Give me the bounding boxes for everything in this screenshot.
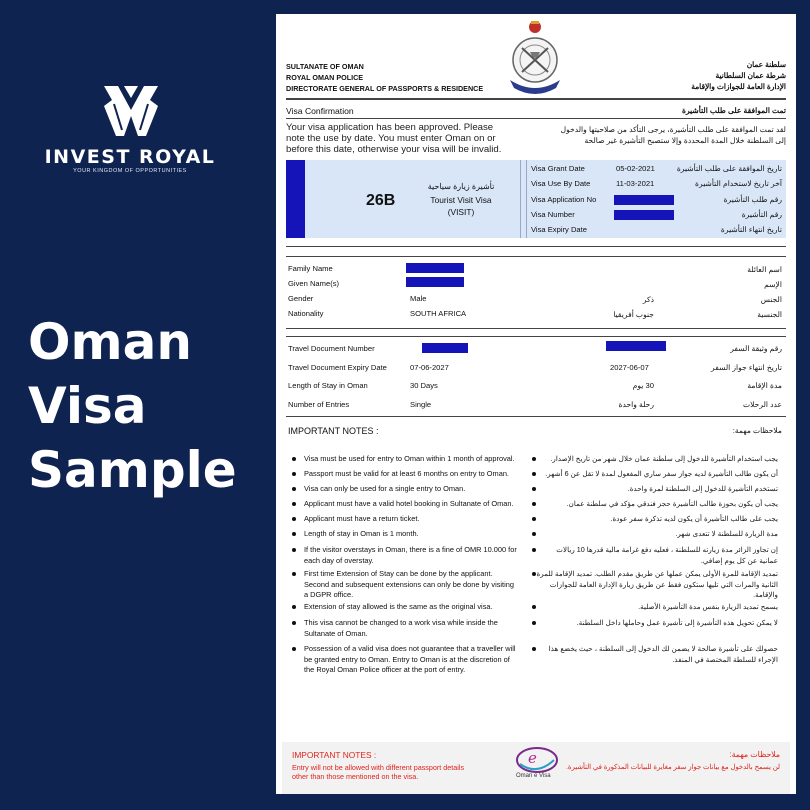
brand-tagline: YOUR KINGDOM OF OPPORTUNITIES: [73, 168, 187, 174]
confirmation-title-ar: تمت الموافقة على طلب التأشيرة: [681, 106, 786, 115]
evisa-label: Oman e Visa: [516, 773, 551, 779]
grant-label: Visa Grant Date: [531, 164, 585, 173]
note-item-ar: مدة الزيارة للسلطنة لا تتعدى شهر.: [675, 529, 778, 538]
field-label-ar: الإسم: [764, 280, 782, 289]
field-label-ar: اسم العائلة: [747, 265, 782, 274]
redaction-bar: [406, 263, 464, 273]
field-label: Travel Document Expiry Date: [288, 363, 387, 372]
header-line-ar: شرطة عمان السلطانية: [715, 71, 786, 80]
note-bullet: [292, 532, 296, 536]
header-line-en: ROYAL OMAN POLICE: [286, 73, 364, 82]
note-item: be granted entry to Oman. Entry to Oman is at the discretion of: [304, 654, 510, 664]
grant-label-ar: آخر تاريخ لاستخدام التأشيرة: [695, 179, 782, 188]
note-bullet: [292, 621, 296, 625]
redaction-bar: [606, 341, 666, 351]
note-item-ar: حصولك على تأشيرة صالحة لا يضمن لك الدخول إلى السلطنة ، حيث يخضع هذا: [548, 644, 778, 653]
note-item: Sultanate of Oman.: [304, 628, 368, 638]
note-item: each day of overstay.: [304, 555, 374, 565]
header-line-ar: سلطنة عمان: [746, 60, 786, 69]
field-label: Given Name(s): [288, 279, 340, 288]
divider: [286, 416, 786, 417]
bottom-notes-text: [292, 763, 464, 781]
note-item-ar: لا يمكن تحويل هذه التأشيرة إلى تأشيرة عمل وحاملها داخل السلطنة.: [576, 618, 778, 627]
field-value-ar: 2027-06-07: [610, 363, 649, 372]
note-item: a DGPR office.: [304, 590, 354, 599]
note-item: Possession of a valid visa does not guarantee that a traveller will: [304, 644, 516, 653]
field-label: Nationality: [288, 309, 324, 318]
field-label-ar: عدد الرحلات: [743, 400, 782, 409]
field-value: SOUTH AFRICA: [410, 309, 467, 318]
note-item: Visa can only be used for a single entry to Oman.: [304, 484, 466, 493]
note-bullet: [532, 572, 536, 576]
grant-label: Visa Application No: [531, 195, 597, 204]
header-line-ar: الإدارة العامة للجوازات والإقامة: [691, 82, 786, 91]
notes-title: IMPORTANT NOTES :: [288, 426, 379, 436]
bottom-notes-line: other than those mentioned on the visa.: [292, 772, 419, 781]
divider: [286, 98, 786, 100]
note-item-ar: عمانية عن كل يوم إضافي.: [700, 555, 778, 565]
bottom-notes-title-ar: ملاحظات مهمة:: [729, 750, 780, 759]
oman-evisa-logo: [514, 746, 560, 782]
grant-value: 05-02-2021: [616, 164, 655, 173]
divider: [520, 160, 521, 238]
visa-type: Tourist Visit Visa: [430, 195, 492, 205]
field-label-ar: تاريخ انتهاء جواز السفر: [711, 363, 782, 372]
intro-line-ar: لقد تمت الموافقة على طلب التأشيرة، يرجى التأكد من صلاحيتها والدخول: [560, 125, 786, 134]
field-label: Gender: [288, 294, 314, 303]
redaction-bar: [406, 277, 464, 287]
grant-label-ar: تاريخ الموافقة على طلب التأشيرة: [676, 164, 782, 173]
note-bullet: [292, 647, 296, 651]
note-item-ar: تستخدم التأشيرة للدخول إلى السلطنة لمرة واحدة.: [627, 484, 778, 493]
redaction-bar: [614, 210, 674, 220]
field-label: Length of Stay in Oman: [288, 381, 368, 390]
note-item: Applicant must have a return ticket.: [304, 514, 420, 523]
divider: [286, 118, 786, 119]
field-value-ar: رحلة واحدة: [618, 400, 654, 409]
note-item-ar: الإجراء للسلطة المختصة في المنفذ.: [672, 654, 778, 664]
headline-line: Sample: [28, 441, 237, 499]
bottom-notes-text-ar: لن يسمح بالدخول مع بيانات جواز سفر مغايرة للبيانات المذكورة في التأشيرة.: [566, 764, 780, 771]
visa-code: 26B: [366, 192, 396, 209]
field-value-ar: جنوب أفريقيا: [613, 310, 654, 319]
divider: [286, 328, 786, 329]
redaction-bar: [422, 343, 468, 353]
intro-text: [286, 122, 501, 155]
note-bullet: [532, 621, 536, 625]
field-value-ar: ذكر: [642, 295, 654, 304]
divider: [286, 256, 786, 257]
grant-label: Visa Number: [531, 210, 575, 219]
bottom-notes-title: IMPORTANT NOTES :: [292, 750, 377, 760]
note-item-ar: يجب أن يكون بحوزة طالب التأشيرة حجز فندقي مؤكد في سلطنة عمان.: [566, 499, 778, 508]
header-line-en: SULTANATE OF OMAN: [286, 62, 364, 71]
evisa-logo-icon: [514, 746, 560, 774]
visa-document: [276, 14, 796, 794]
note-bullet: [292, 517, 296, 521]
note-item: the Royal Oman Police officer at the port of entry.: [304, 665, 466, 674]
note-bullet: [532, 487, 536, 491]
field-label: Number of Entries: [288, 400, 350, 409]
note-bullet: [532, 457, 536, 461]
note-item-ar: إن تجاوز الزائر مدة زيارته للسلطنة ، فعليه دفع غرامة مالية قدرها 10 ريالات: [556, 545, 778, 554]
field-label-ar: رقم وثيقة السفر: [730, 344, 782, 353]
note-bullet: [532, 532, 536, 536]
field-value: 07-06-2027: [410, 363, 449, 372]
brand-name: INVEST ROYAL: [44, 146, 216, 168]
note-bullet: [532, 517, 536, 521]
note-item: Extension of stay allowed is the same as the original visa.: [304, 602, 493, 611]
field-label-ar: مدة الإقامة: [747, 381, 782, 390]
grant-label-ar: رقم طلب التأشيرة: [723, 195, 782, 204]
intro-line: note the use by date. You must enter Oman on or: [286, 133, 496, 144]
headline-line: Oman: [28, 313, 192, 371]
field-label: Family Name: [288, 264, 333, 273]
note-bullet: [292, 457, 296, 461]
note-item: Passport must be valid for at least 6 months on entry to Oman.: [304, 469, 509, 478]
note-bullet: [292, 472, 296, 476]
note-item: First time Extension of Stay can be done by the applicant.: [304, 569, 493, 578]
divider: [286, 336, 786, 337]
note-item-ar: يجب استخدام التأشيرة للدخول إلى سلطنة عمان خلال شهر من تاريخ الإصدار.: [550, 454, 778, 463]
note-item-ar: يجب على طالب التأشيرة أن يكون لديه تذكرة سفر عودة.: [610, 514, 778, 523]
grant-label-ar: رقم التأشيرة: [741, 210, 782, 219]
grant-label: Visa Use By Date: [531, 179, 591, 188]
confirmation-title: Visa Confirmation: [286, 106, 354, 116]
intro-line: before this date, otherwise your visa will be invalid.: [286, 144, 502, 155]
notes-title-ar: ملاحظات مهمة:: [732, 426, 782, 435]
field-label-ar: الجنسية: [757, 310, 782, 319]
grant-label-ar: تاريخ انتهاء التأشيرة: [720, 225, 782, 234]
note-item: Visa must be used for entry to Oman within 1 month of approval.: [304, 454, 515, 463]
note-bullet: [292, 502, 296, 506]
field-value: 30 Days: [410, 381, 438, 390]
visa-type-sub: (VISIT): [447, 207, 475, 217]
headline-line: Visa: [28, 377, 147, 435]
divider: [526, 160, 527, 238]
note-bullet: [532, 548, 536, 552]
note-bullet: [532, 472, 536, 476]
note-bullet: [292, 487, 296, 491]
visa-type-ar: تأشيرة زيارة سياحية: [427, 182, 495, 191]
headline: [28, 310, 237, 502]
invest-royal-logo-icon: [100, 80, 162, 138]
note-bullet: [292, 572, 296, 576]
note-item: Second and subsequent extensions can only be done by visiting: [304, 579, 514, 589]
bottom-notes-line: Entry will not be allowed with different passport details: [292, 763, 465, 772]
note-bullet: [292, 548, 296, 552]
note-item: Length of stay in Oman is 1 month.: [304, 529, 419, 538]
divider: [286, 246, 786, 247]
field-value: Single: [410, 400, 432, 409]
police-emblem-icon: [500, 18, 570, 98]
intro-text-ar: [561, 124, 786, 146]
evisa-logo-letter: e: [528, 749, 537, 767]
field-value-ar: 30 يوم: [632, 381, 654, 390]
note-item: This visa cannot be changed to a work visa while inside the: [304, 618, 498, 627]
field-label-ar: الجنس: [760, 295, 782, 304]
note-item-ar: الثانية والمرات التي تليها ستكون فقط عن طريق زيارة الإدارة العامة للجوازات: [549, 579, 778, 589]
note-bullet: [532, 502, 536, 506]
header-line-en: DIRECTORATE GENERAL OF PASSPORTS & RESIDENCE: [286, 84, 484, 93]
note-item: If the visitor overstays in Oman, there is a fine of OMR 10.000 for: [304, 545, 517, 554]
grant-value: 11-03-2021: [616, 179, 655, 188]
note-item-ar: يسمح تمديد الزيارة بنفس مدة التأشيرة الأصلية.: [638, 602, 778, 611]
note-bullet: [292, 605, 296, 609]
note-bullet: [532, 605, 536, 609]
redaction-bar: [614, 195, 674, 205]
field-label: Travel Document Number: [288, 344, 375, 353]
note-bullet: [532, 647, 536, 651]
intro-line-ar: إلى السلطنة خلال المدة المحددة وإلا ستصبح التأشيرة غير صالحة: [584, 136, 786, 145]
note-item-ar: أن يكون طالب التأشيرة لديه جواز سفر ساري المفعول لمدة لا تقل عن 6 أشهر.: [545, 469, 778, 478]
note-item: Applicant must have a valid hotel booking in Sultanate of Oman.: [304, 499, 514, 508]
note-item-ar: تمديد الإقامة للمرة الأولى يمكن عملها عن طريق مقدم الطلب. تمديد الإقامة للمرة: [536, 569, 778, 578]
field-value: Male: [410, 294, 427, 303]
note-item-ar: والإقامة.: [753, 590, 778, 599]
grant-label: Visa Expiry Date: [531, 225, 587, 234]
intro-line: Your visa application has been approved. Please: [286, 122, 494, 133]
redacted-photo: [286, 160, 305, 238]
brand-panel: [0, 0, 270, 810]
